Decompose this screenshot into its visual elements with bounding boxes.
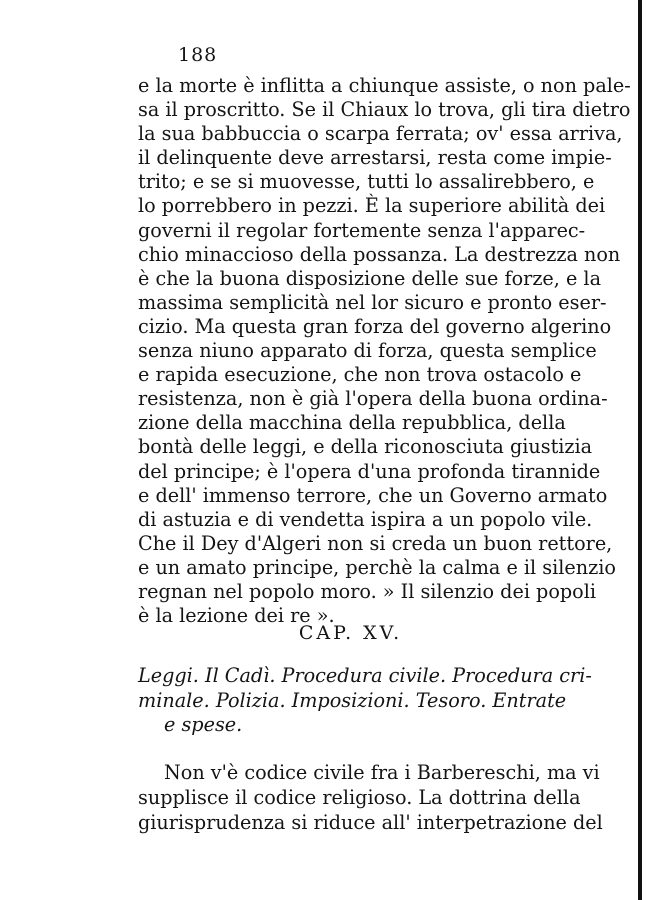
- chapter-heading: CAP. XV.: [298, 622, 403, 644]
- text-line: Non v'è codice civile fra i Barbereschi, ma vi: [164, 761, 600, 784]
- text-line: di astuzia e di vendetta ispira a un popolo vile.: [138, 507, 593, 531]
- text-line: il delinquente deve arrestarsi, resta come impie-: [138, 146, 612, 170]
- text-line: supplisce il codice religioso. La dottrina della: [138, 786, 581, 809]
- text-line: la sua babbuccia o scarpa ferrata; ov' essa arriva,: [138, 122, 623, 146]
- text-line: bontà delle leggi, e della riconosciuta giustizia: [138, 435, 593, 459]
- main-paragraph: [138, 74, 631, 628]
- text-line: del principe; è l'opera d'una profonda tirannide: [138, 459, 601, 483]
- text-line: regnan nel popolo moro. » Il silenzio dei popoli: [138, 579, 596, 603]
- chapter-body-paragraph: [138, 760, 603, 835]
- text-line: lo porrebbero in pezzi. È la superiore abilità dei: [138, 194, 606, 218]
- text-line: senza niuno apparato di forza, questa semplice: [138, 339, 597, 363]
- summary-line: Leggi. Il Cadì. Procedura civile. Procedura cri-: [138, 664, 592, 687]
- text-line: resistenza, non è già l'opera della buona ordina-: [138, 387, 608, 411]
- text-line: e un amato principe, perchè la calma e il silenzio: [138, 555, 616, 579]
- text-line: chio minaccioso della possanza. La destrezza non: [138, 242, 621, 266]
- text-line: giurisprudenza si riduce all' interpetrazione del: [138, 811, 603, 834]
- text-line: cizio. Ma questa gran forza del governo algerino: [138, 314, 612, 338]
- text-line: è la lezione dei re ».: [138, 604, 335, 628]
- text-line: zione della macchina della repubblica, della: [138, 411, 566, 435]
- text-line: e dell' immenso terrore, che un Governo armato: [138, 483, 608, 507]
- summary-line: e spese.: [164, 713, 243, 736]
- page-number: 188: [178, 44, 218, 66]
- text-line: è che la buona disposizione delle sue forze, e la: [138, 266, 602, 290]
- text-line: massima semplicità nel lor sicuro e pronto eser-: [138, 290, 607, 314]
- text-line: e la morte è inflitta a chiunque assiste, o non pale-: [138, 74, 631, 97]
- page-edge-rule: [638, 0, 642, 900]
- text-line: governi il regolar fortemente senza l'apparec-: [138, 218, 586, 242]
- chapter-summary: [138, 664, 592, 738]
- summary-line: minale. Polizia. Imposizioni. Tesoro. Entrate: [138, 688, 567, 712]
- text-line: sa il proscritto. Se il Chiaux lo trova, gli tira dietro: [138, 98, 631, 122]
- text-line: Che il Dey d'Algeri non si creda un buon rettore,: [138, 531, 613, 555]
- text-line: e rapida esecuzione, che non trova ostacolo e: [138, 363, 582, 387]
- text-line: trito; e se si muovesse, tutti lo assalirebbero, e: [138, 170, 595, 194]
